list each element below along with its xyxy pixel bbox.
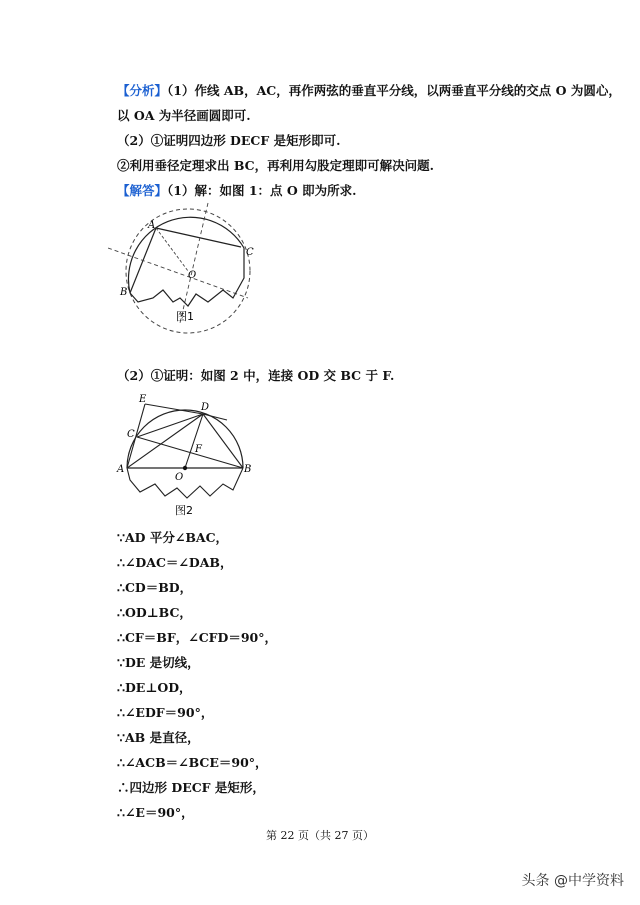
fig2-label-f: F [195,444,202,455]
analysis-tag: 【分析】 [117,83,168,98]
fig2-center-dot [183,466,187,470]
fig2-label-b: B [244,464,252,475]
proof-line-2: ∴∠DAC＝∠DAB， [117,555,233,570]
fig2-line-ad [127,414,203,468]
analysis-text-1: （1）作线 AB，AC，再作两弦的垂直平分线，以两垂直平分线的交点 O 为圆心， [167,83,621,98]
proof-line-5: ∴CF＝BF，∠CFD＝90°， [117,630,277,645]
analysis-line-1 [117,83,621,99]
fig2-label-o: O [175,472,184,483]
proof-line-7: ∴DE⊥OD， [117,680,192,695]
proof-line-10: ∴∠ACB＝∠BCE＝90°， [117,755,268,770]
proof-line-4: ∴OD⊥BC， [117,605,192,620]
fig2-line-cd [137,414,203,437]
fig1-label-a: A [148,220,156,231]
answer-tag: 【解答】 [117,183,168,198]
proof-line-3: ∴CD＝BD， [117,580,193,595]
proof-line-8: ∴∠EDF＝90°， [117,705,214,720]
analysis-line-4: ②利用垂径定理求出 BC，再利用勾股定理即可解决问题. [117,158,434,173]
fig1-label-c: C [246,247,254,258]
fig1-torn-edge [130,248,244,306]
fig1-caption: 图1 [176,310,194,323]
answer-text-1: （1）解：如图 1：点 O 即为所求. [167,183,357,198]
page-footer: 第 22 页（共 27 页） [266,829,374,842]
proof-line-6: ∵DE 是切线， [117,655,200,670]
proof-line-9: ∵AB 是直径， [117,730,200,745]
analysis-line-2: 以 OA 为半径画圆即可. [117,108,251,123]
proof-line-12: ∴∠E＝90°， [117,805,194,820]
answer-line-1 [117,183,356,199]
proof-line-11: ∴四边形 DECF 是矩形， [117,780,265,795]
answer-part2-intro: （2）①证明：如图 2 中，连接 OD 交 BC 于 F. [117,368,395,383]
fig2-label-c: C [127,429,135,440]
fig2-label-e: E [139,394,147,405]
fig2-label-a: A [117,464,125,475]
fig1-label-o: O [188,270,197,281]
analysis-line-3: （2）①证明四边形 DECF 是矩形即可. [117,133,341,148]
figure-2 [115,392,255,520]
fig2-line-ed [145,404,203,414]
fig2-torn-edge [127,468,243,498]
proof-line-1: ∵AD 平分∠BAC， [117,530,229,545]
fig2-label-d: D [201,402,210,413]
fig1-label-b: B [120,287,128,298]
fig1-bisector-2 [180,203,208,323]
fig2-caption: 图2 [175,504,193,517]
figure-1 [108,198,268,338]
fig2-line-od [185,414,203,468]
watermark: 头条 @中学资料 [521,873,624,889]
